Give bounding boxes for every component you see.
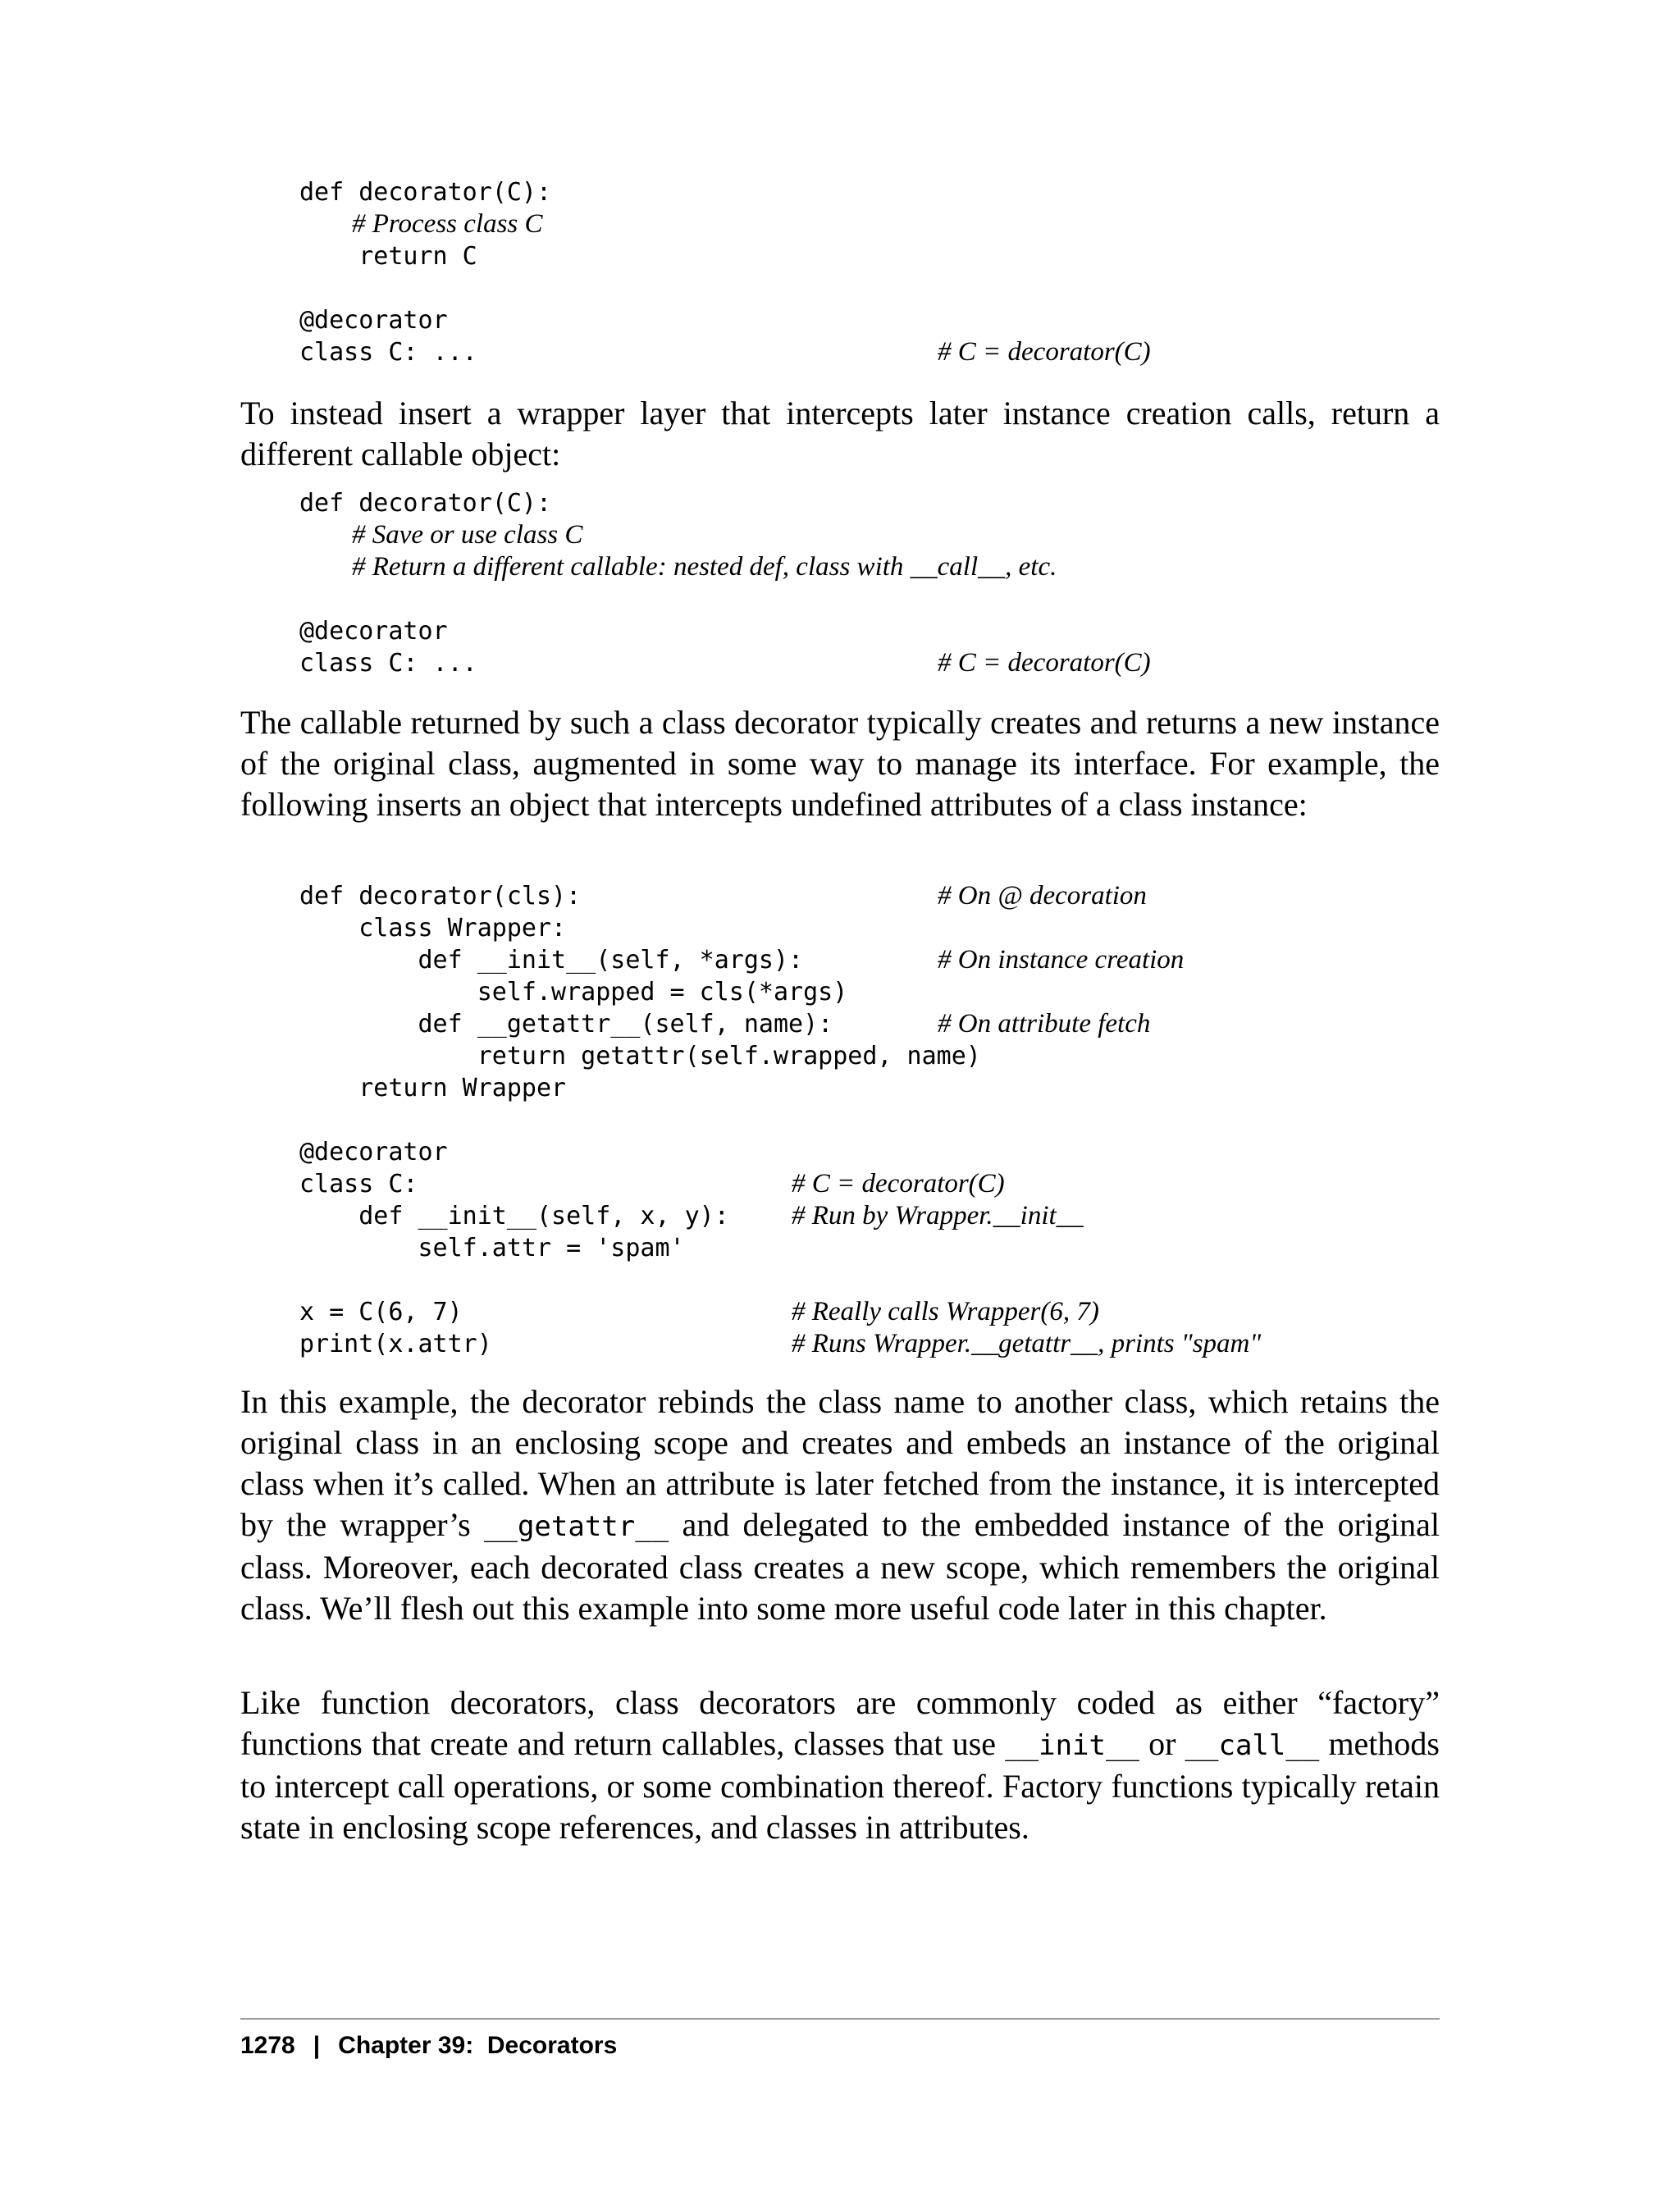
text-run: and delegated to the embedded instance of the original class. Moreover, each decorated class creates a new scope, which remembers the original class. We’ll flesh out this example into some more useful code later in this chapter. xyxy=(240,1506,1440,1627)
code-line: @decorator xyxy=(299,306,448,335)
code-line-blank xyxy=(299,583,1448,615)
code-line xyxy=(299,1008,1448,1040)
footer-separator: | xyxy=(313,2032,321,2059)
code-comment: # C = decorator(C) xyxy=(938,648,1151,678)
chapter-title: Chapter 39: Decorators xyxy=(338,2032,618,2059)
code-line xyxy=(299,519,1448,551)
code-text: def decorator(cls): xyxy=(299,882,582,911)
code-text: class C: xyxy=(299,1170,418,1198)
page-footer xyxy=(240,2029,617,2062)
code-line: return getattr(self.wrapped, name) xyxy=(299,1042,981,1071)
code-line: def decorator(C): xyxy=(299,489,552,518)
code-line: return C xyxy=(299,242,477,271)
code-comment: # Save or use class C xyxy=(352,520,583,550)
code-line xyxy=(299,1200,1448,1232)
code-line xyxy=(299,551,1448,583)
code-comment: # C = decorator(C) xyxy=(792,1169,1005,1198)
code-line-blank xyxy=(299,1104,1448,1136)
code-comment: # Process class C xyxy=(352,209,543,239)
code-comment: # C = decorator(C) xyxy=(938,337,1151,367)
body-paragraph-1: To instead insert a wrapper layer that intercepts later instance creation calls, return a different callable object: xyxy=(240,395,1440,472)
code-comment: # On instance creation xyxy=(938,945,1185,975)
inline-code: __init__ xyxy=(1005,1729,1139,1762)
code-line xyxy=(299,880,1448,912)
code-text: class C: ... xyxy=(299,338,477,367)
code-text: def __init__(self, x, y): xyxy=(299,1202,729,1230)
code-line xyxy=(299,336,1448,368)
code-line: return Wrapper xyxy=(299,1074,567,1102)
code-line-blank xyxy=(299,272,1448,304)
inline-code: __call__ xyxy=(1185,1729,1320,1762)
code-line: @decorator xyxy=(299,1138,448,1166)
code-line xyxy=(299,944,1448,976)
code-text: x = C(6, 7) xyxy=(299,1298,463,1326)
code-text: def __getattr__(self, name): xyxy=(299,1010,833,1039)
code-line xyxy=(299,1328,1448,1360)
code-line: self.attr = 'spam' xyxy=(299,1234,685,1262)
code-text: print(x.attr) xyxy=(299,1330,492,1358)
code-line xyxy=(299,208,1448,240)
page-number: 1278 xyxy=(240,2032,295,2059)
inline-code: __getattr__ xyxy=(484,1510,669,1543)
code-comment: # On @ decoration xyxy=(938,881,1147,911)
code-block-3 xyxy=(299,880,1448,1360)
code-line: self.wrapped = cls(*args) xyxy=(299,978,848,1007)
footer-rule xyxy=(240,2018,1440,2020)
code-comment: # Return a different callable: nested def, class with __call__, etc. xyxy=(352,552,1057,582)
code-line-blank xyxy=(299,1264,1448,1296)
body-paragraph-4 xyxy=(240,1682,1440,1848)
code-comment: # Runs Wrapper.__getattr__, prints "spam" xyxy=(792,1329,1262,1358)
code-block-1 xyxy=(299,176,1448,368)
code-line: @decorator xyxy=(299,617,448,646)
code-line xyxy=(299,1168,1448,1200)
code-comment: # On attribute fetch xyxy=(938,1009,1151,1039)
code-block-2 xyxy=(299,487,1448,679)
code-line: class Wrapper: xyxy=(299,914,567,943)
text-run: or xyxy=(1139,1725,1185,1762)
code-comment: # Really calls Wrapper(6, 7) xyxy=(792,1297,1099,1326)
code-line xyxy=(299,647,1448,679)
code-line xyxy=(299,1296,1448,1328)
text-run: methods to intercept call operations, or some combination thereof. Factory functions typically retain state in enclosing scope references, and classes in attributes. xyxy=(240,1725,1440,1846)
body-paragraph-2: The callable returned by such a class decorator typically creates and returns a new instance of the original class, augmented in some way to manage its interface. For example, the following inserts an object that intercepts undefined attributes of a class instance: xyxy=(240,704,1440,823)
body-paragraph-3 xyxy=(240,1381,1440,1629)
code-text: class C: ... xyxy=(299,649,477,678)
text-run: In this example, the decorator rebinds the class name to another class, which retains the original class in an enclosing scope and creates and embeds an instance of the original class when it’s called. When an attribute is later fetched from the instance, it is intercepted by the wrapper’s xyxy=(240,1383,1440,1543)
text-run: Like function decorators, class decorators are commonly coded as either “factory” functions that create and return callables, classes that use xyxy=(240,1684,1440,1762)
code-comment: # Run by Wrapper.__init__ xyxy=(792,1201,1084,1230)
code-text: def __init__(self, *args): xyxy=(299,946,804,975)
code-line: def decorator(C): xyxy=(299,178,552,207)
